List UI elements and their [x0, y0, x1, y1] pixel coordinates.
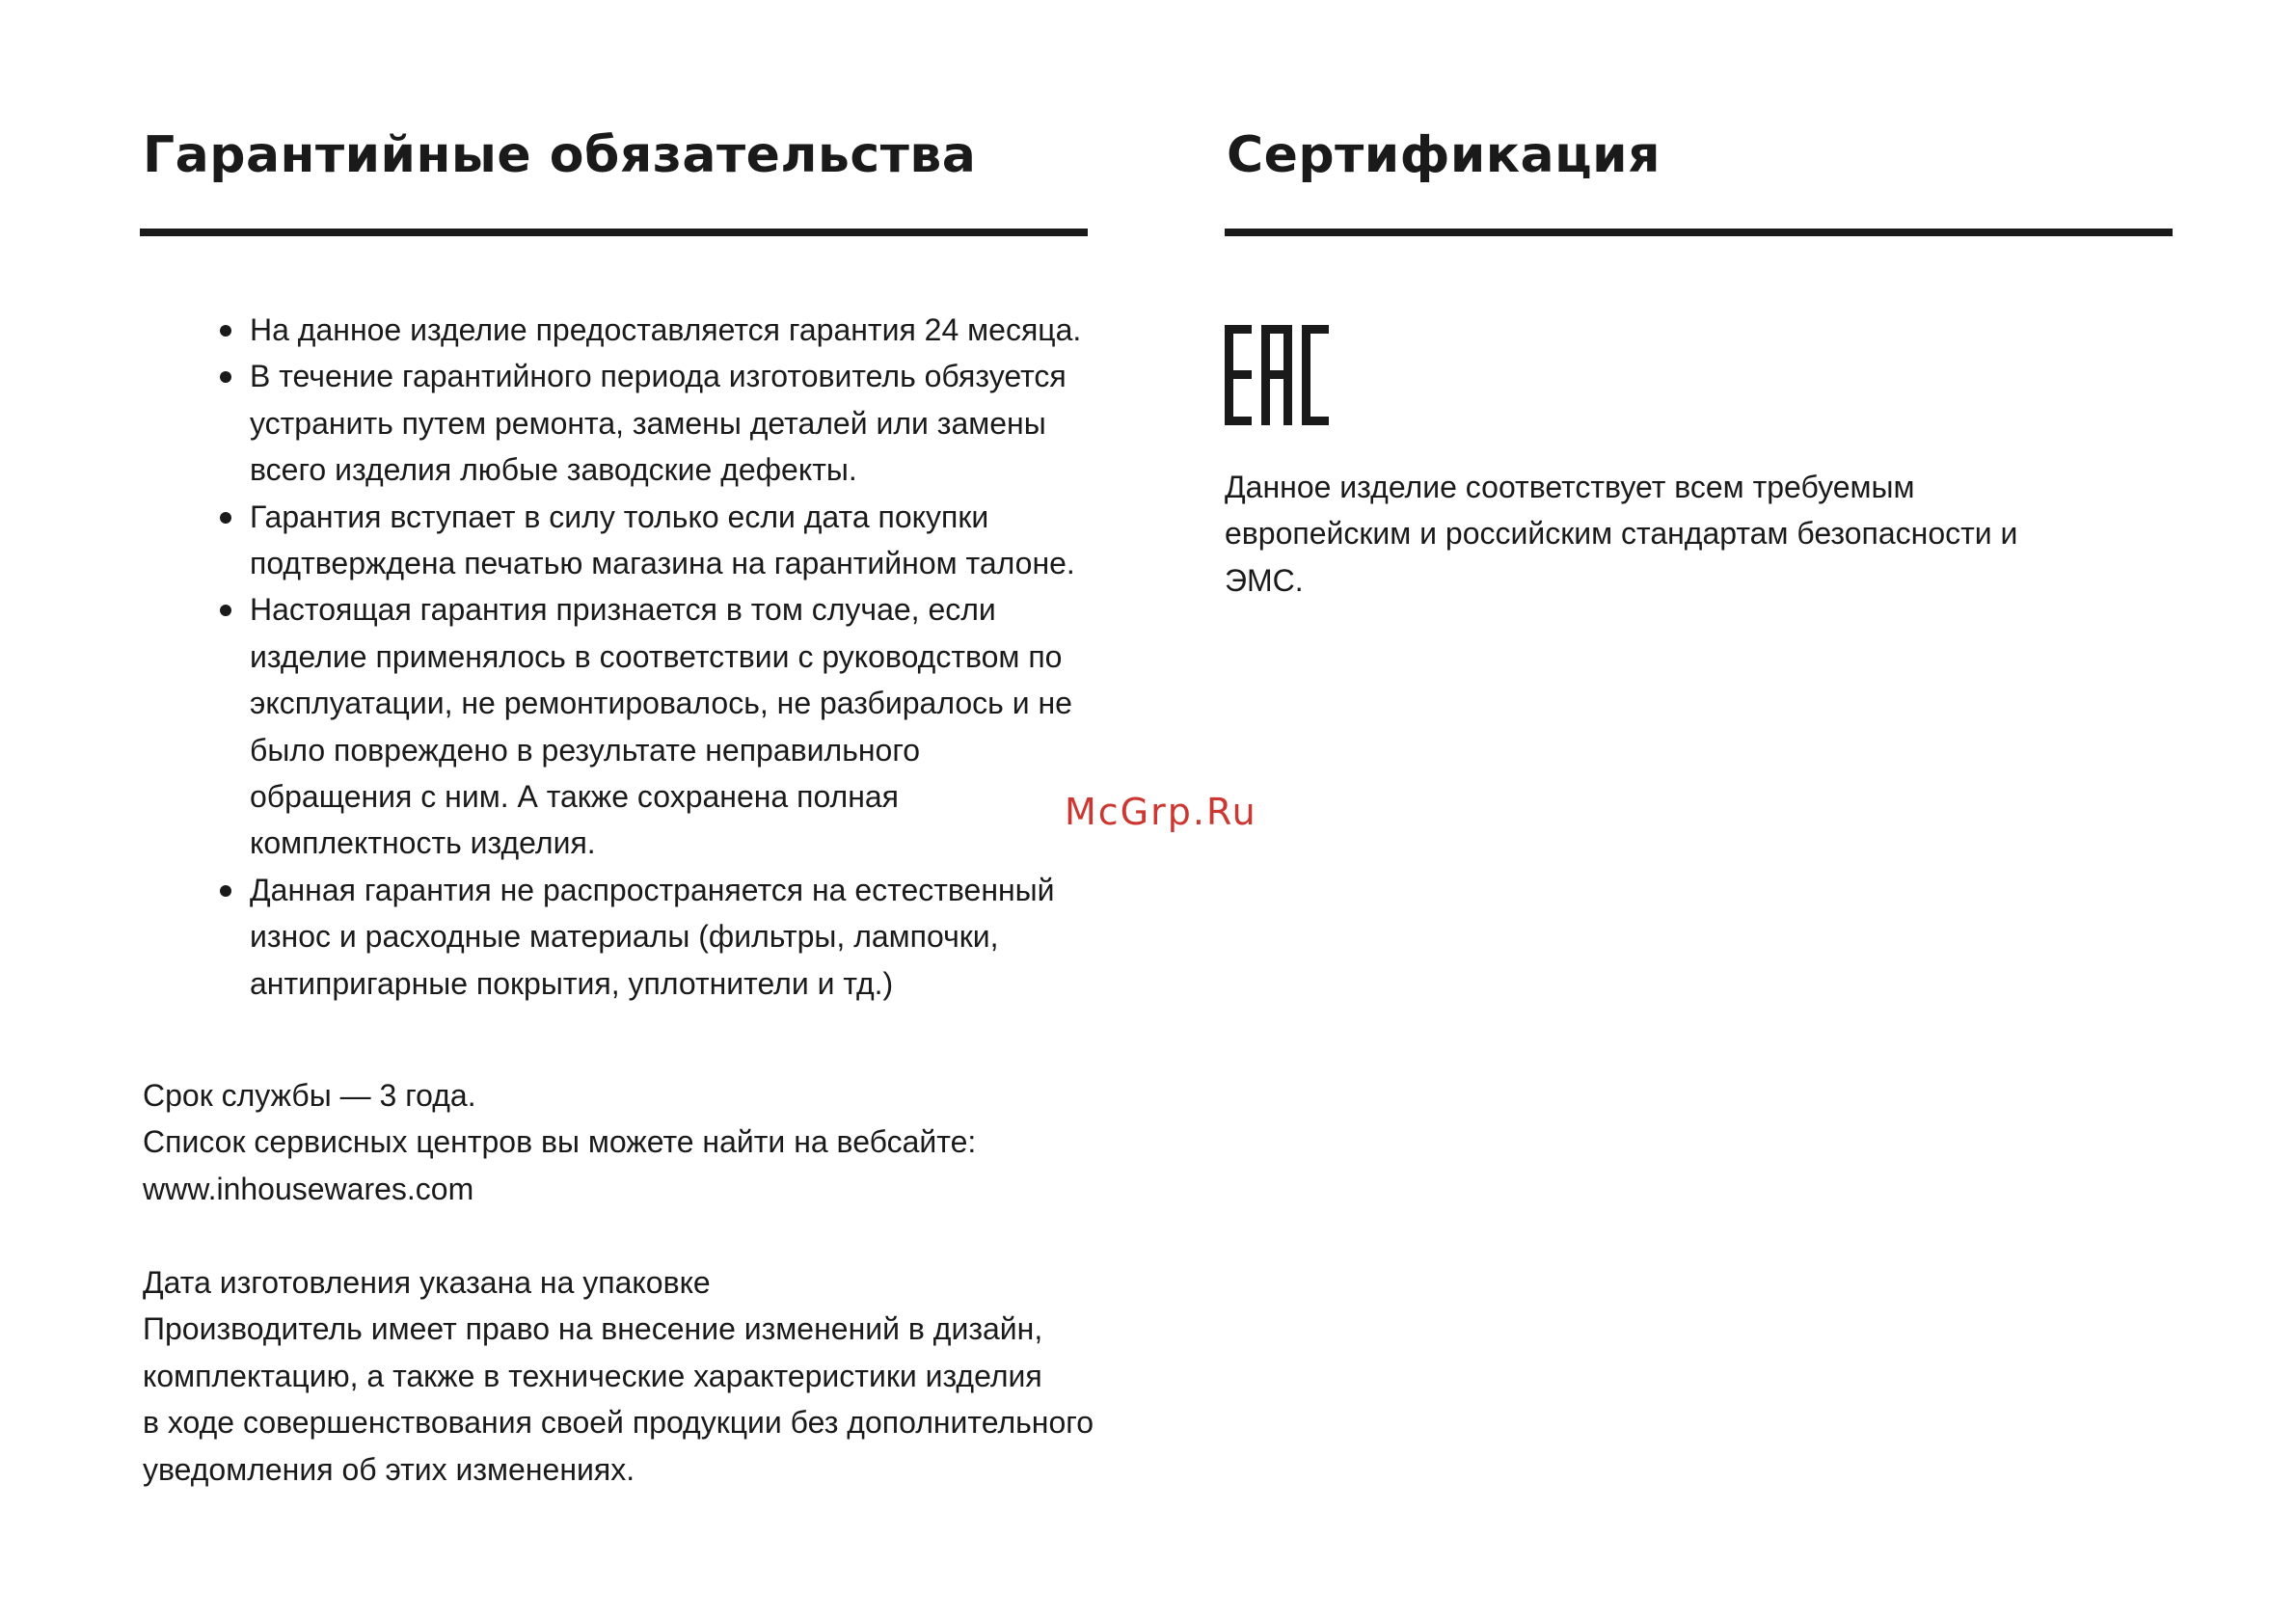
warranty-bullet: Гарантия вступает в силу только если дата покупки подтверждена печатью магазина на гарантийном талоне. — [250, 494, 1118, 587]
warranty-divider — [140, 229, 1088, 236]
warranty-bullet: Настоящая гарантия признается в том случае, если изделие применялось в соответствии с руководством по эксплуатации, не ремонтировалось, не разбиралось и не было повреждено в результате неправильного обращения с ним. А также сохранена полная комплектность изделия. — [250, 586, 1089, 866]
watermark: McGrp.Ru — [1065, 791, 1257, 833]
certification-divider — [1225, 229, 2173, 236]
website-link[interactable]: www.inhousewares.com — [143, 1171, 474, 1206]
service-info — [143, 1072, 976, 1212]
certification-heading: Сертификация — [1227, 126, 1661, 184]
manufacturer-line: Дата изготовления указана на упаковке — [143, 1265, 711, 1300]
manufacturer-line: в ходе совершенствования своей продукции без дополнительного — [143, 1405, 1094, 1441]
manufacturer-line: комплектацию, а также в технические характеристики изделия — [143, 1358, 1042, 1393]
warranty-heading: Гарантийные обязательства — [143, 126, 977, 184]
manufacturer-line: уведомления об этих изменениях. — [143, 1451, 635, 1487]
manufacturer-line: Производитель имеет право на внесение изменений в дизайн, — [143, 1311, 1043, 1347]
warranty-bullet: На данное изделие предоставляется гарантия 24 месяца. — [250, 307, 1156, 353]
certification-text: Данное изделие соответствует всем требуемым европейским и российским стандартам безопасности и ЭМС. — [1225, 470, 2018, 598]
manufacturer-notice — [143, 1259, 1094, 1493]
warranty-bullet: Данная гарантия не распространяется на естественный износ и расходные материалы (фильтры, лампочки, антипригарные покрытия, уплотнители и тд.) — [250, 867, 1098, 1007]
service-life-text: Срок службы — 3 года. — [143, 1078, 476, 1113]
warranty-bullet: В течение гарантийного периода изготовитель обязуется устранить путем ремонта, замены деталей или замены всего изделия любые заводские дефекты. — [250, 353, 1118, 493]
eac-mark-icon — [1225, 325, 1329, 425]
service-centers-text: Список сервисных центров вы можете найти на вебсайте: — [143, 1124, 977, 1160]
warranty-bullet-list — [220, 307, 1156, 1007]
